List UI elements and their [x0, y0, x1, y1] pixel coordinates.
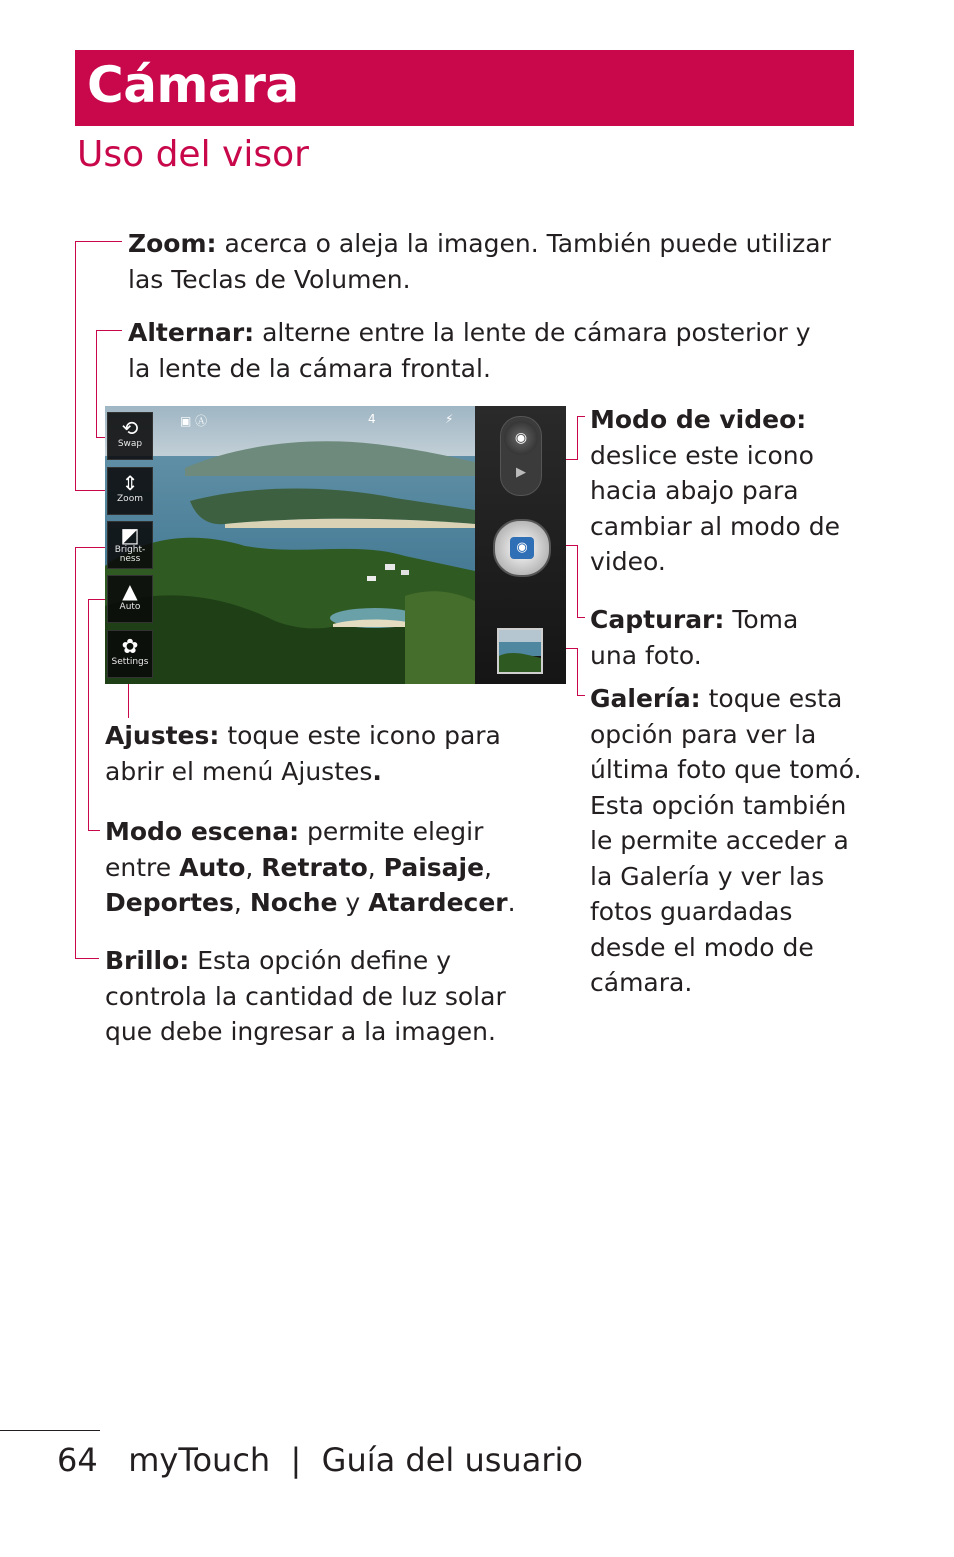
status-icons: ▣ Ⓐ: [180, 414, 208, 428]
callout-capturar: Capturar: Toma una foto.: [590, 605, 799, 670]
callout-alternar: Alternar: alterne entre la lente de cámara posterior y la lente de la cámara frontal.: [128, 318, 811, 383]
swap-camera-icon: ⟲: [121, 416, 139, 440]
callout-zoom: Zoom: acerca o aleja la imagen. También puede utilizar las Teclas de Volumen.: [128, 229, 831, 294]
page-footer: [57, 1441, 583, 1479]
camera-right-panel: [475, 406, 566, 684]
swap-camera-button[interactable]: ⟲ Swap: [107, 412, 153, 460]
callout-galeria: Galería: toque esta opción para ver la última foto que tomó. Esta opción también le permite acceder a la Galería y ver las fotos guardadas desde el modo de cámara.: [590, 684, 862, 997]
brightness-icon: ◩: [120, 523, 140, 547]
gear-icon: ✿: [121, 634, 139, 658]
gallery-thumbnail[interactable]: [497, 628, 543, 674]
brightness-button[interactable]: ◩ Bright- ness: [107, 521, 153, 569]
flash-icon: ⚡: [445, 412, 454, 426]
camera-viewfinder: [105, 406, 566, 684]
section-title: Uso del visor: [77, 134, 309, 175]
callout-modo-video: Modo de video: deslice este icono hacia abajo para cambiar al modo de video.: [590, 405, 840, 576]
scene-mode-button[interactable]: ▲ Auto: [107, 575, 153, 623]
callout-ajustes: Ajustes: toque este icono para abrir el menú Ajustes.: [105, 721, 501, 786]
video-camera-icon: ▶: [516, 465, 526, 480]
settings-button[interactable]: ✿ Settings: [107, 630, 153, 678]
landscape-preview: [105, 406, 475, 684]
page-number: 64: [57, 1441, 98, 1479]
callout-brillo: Brillo: Esta opción define y controla la cantidad de luz solar que debe ingresar a la imagen.: [105, 946, 506, 1046]
video-mode-switch[interactable]: [500, 416, 542, 496]
camera-mode-icon: ◉: [504, 421, 538, 455]
footer-text: myTouch | Guía del usuario: [128, 1441, 583, 1479]
chapter-title-bar: [75, 50, 854, 126]
zoom-icon: ⇕: [121, 471, 139, 495]
capture-button[interactable]: [493, 519, 551, 577]
shots-remaining: 4: [368, 412, 376, 426]
chapter-title: Cámara: [87, 56, 299, 114]
gallery-thumbnail-image: [499, 630, 541, 672]
scene-auto-icon: ▲: [122, 579, 138, 603]
footer-rule: [0, 1430, 100, 1431]
camera-left-toolbar: [105, 406, 155, 684]
callout-modo-escena: Modo escena: permite elegir entre Auto, Retrato, Paisaje, Deportes, Noche y Atardecer.: [105, 817, 516, 917]
zoom-button[interactable]: ⇕ Zoom: [107, 467, 153, 515]
camera-icon: ◉: [510, 537, 534, 559]
